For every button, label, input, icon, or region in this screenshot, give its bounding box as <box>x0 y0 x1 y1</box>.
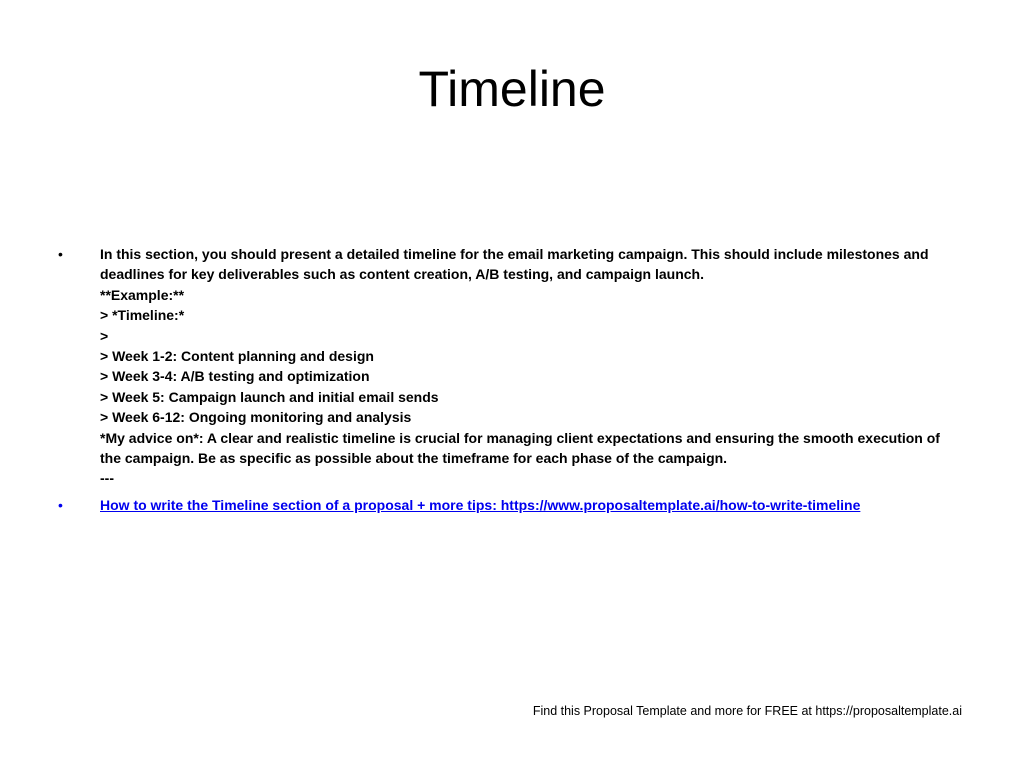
separator-text: --- <box>100 470 114 487</box>
bullet-list <box>58 244 958 521</box>
how-to-write-timeline-link[interactable]: How to write the Timeline section of a proposal + more tips: https://www.proposaltemplate.ai/how-to-write-timeline <box>100 496 861 513</box>
bullet-item-link <box>58 495 958 515</box>
quote-blank-line: > <box>100 327 109 344</box>
bullet-body <box>100 244 958 489</box>
bullet-marker: • <box>58 246 63 262</box>
timeline-week-3-4: > Week 3-4: A/B testing and optimization <box>100 368 370 385</box>
example-heading: **Example:** <box>100 286 185 303</box>
intro-paragraph: In this section, you should present a detailed timeline for the email marketing campaign. This should include milestones and deadlines for key deliverables such as content creation, A/B testing, and campaign launch. <box>100 246 929 283</box>
timeline-week-5: > Week 5: Campaign launch and initial email sends <box>100 388 439 405</box>
timeline-week-6-12: > Week 6-12: Ongoing monitoring and analysis <box>100 409 412 426</box>
bullet-body <box>100 495 958 515</box>
footer-text: Find this Proposal Template and more for FREE at https://proposaltemplate.ai <box>532 704 962 718</box>
bullet-marker: • <box>58 496 63 513</box>
bullet-item-instructions <box>58 244 958 489</box>
timeline-heading: > *Timeline:* <box>100 307 185 324</box>
slide-title: Timeline <box>418 61 606 117</box>
advice-paragraph: *My advice on*: A clear and realistic timeline is crucial for managing client expectations and ensuring the smooth execution of the campaign. Be as specific as possible about the timeframe for each phase of the campaign. <box>100 429 940 467</box>
timeline-week-1-2: > Week 1-2: Content planning and design <box>100 348 374 365</box>
